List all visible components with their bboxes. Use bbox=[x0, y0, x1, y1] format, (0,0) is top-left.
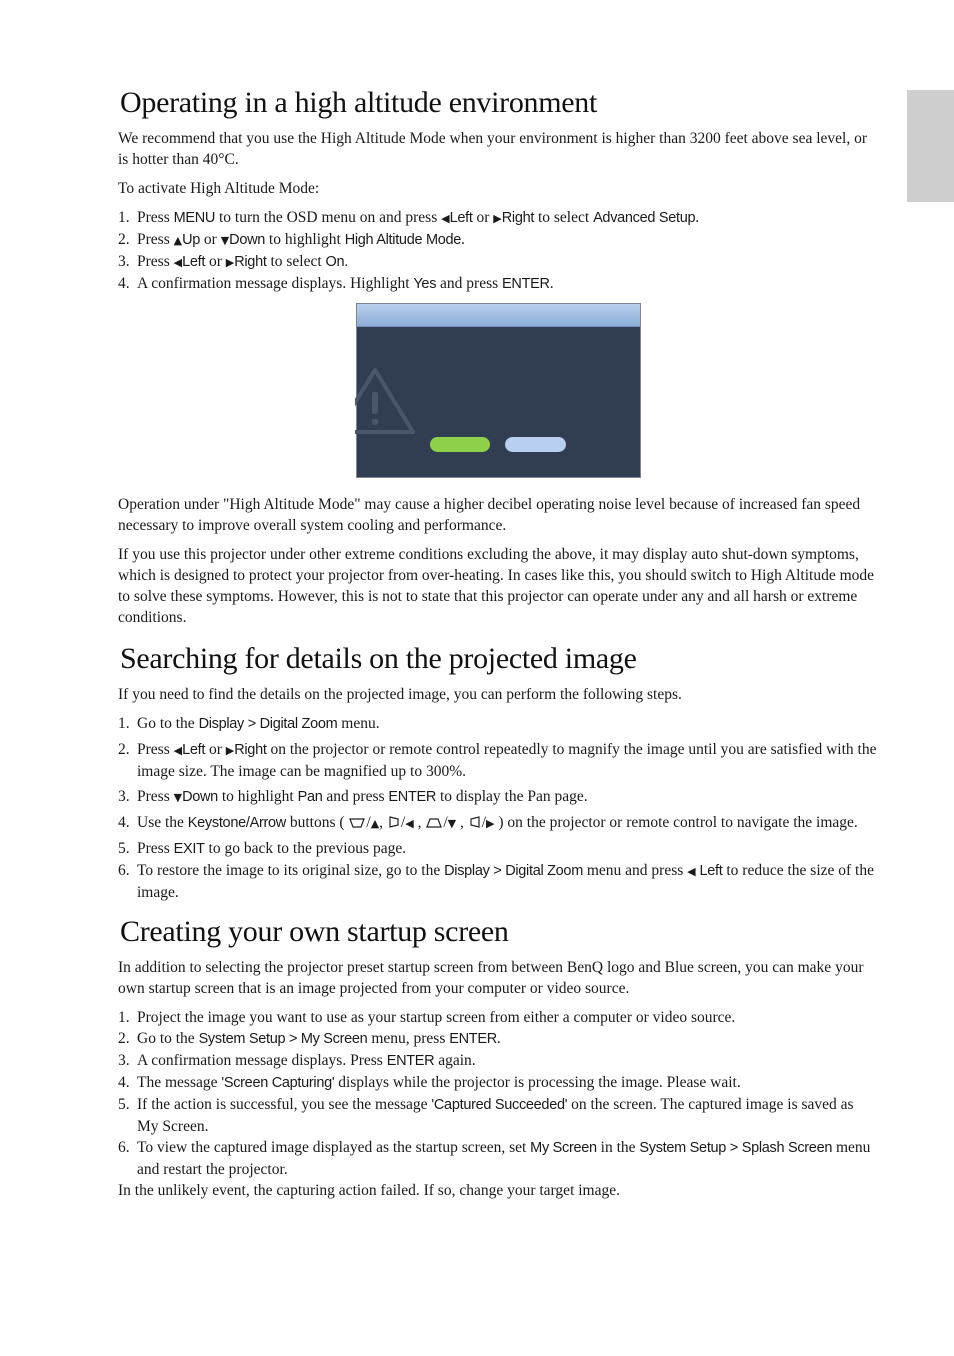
list-item: 2. Press ▲Up or ▼Down to highlight High Altitude Mode. bbox=[118, 231, 465, 248]
list-item: 1. Project the image you want to use as your startup screen from either a computer or video source. bbox=[118, 1009, 736, 1026]
menu-value: On. bbox=[325, 254, 349, 270]
menu-name: Display > Digital Zoom bbox=[198, 716, 338, 732]
left-arrow-icon: ◀ bbox=[441, 212, 450, 225]
keystone-top-icon bbox=[348, 817, 366, 829]
down-arrow-icon: ▼ bbox=[220, 234, 230, 247]
list-item: 2. Press ◀Left or ▶Right on the projector or remote control repeatedly to magnify the image until you are satisfied with the image size. The image can be magnified up to 300%. bbox=[118, 741, 877, 780]
left-arrow-icon: ◀ bbox=[405, 817, 414, 830]
paragraph: In addition to selecting the projector preset startup screen from between BenQ logo and Blue screen, you can make your own startup screen that is an image projected from your computer or video source. bbox=[118, 959, 864, 997]
paragraph: In the unlikely event, the capturing action failed. If so, change your target image. bbox=[118, 1182, 620, 1199]
page-content bbox=[118, 84, 878, 1209]
list-item: 5. Press EXIT to go back to the previous page. bbox=[118, 840, 407, 857]
left-arrow-icon: ◀ bbox=[687, 865, 696, 878]
list-item: 4. Use the Keystone/Arrow buttons ( /▲, /◀ , /▼ , /▶ ) on the projector or remote control to navigate the image. bbox=[118, 814, 858, 831]
yes-button bbox=[430, 437, 490, 452]
left-arrow-icon: ◀ bbox=[173, 744, 183, 757]
menu-name: Display > Digital Zoom bbox=[444, 863, 583, 879]
paragraph: To activate High Altitude Mode: bbox=[118, 180, 320, 197]
right-arrow-icon: ▶ bbox=[493, 212, 502, 225]
list-item: 3. Press ▼Down to highlight Pan and press ENTER to display the Pan page. bbox=[118, 788, 588, 805]
paragraph: If you use this projector under other extreme conditions excluding the above, it may display auto shut-down symptoms, which is designed to protect your projector from over-heating. In cases like this, you should switch to High Altitude mode to solve these symptoms. However, this is not to state that this projector can operate under any and all harsh or extreme conditions. bbox=[118, 546, 875, 626]
list-item: 6. To view the captured image displayed as the startup screen, set My Screen in the System Setup > Splash Screen menu and restart the projector. bbox=[118, 1139, 871, 1178]
menu-key: MENU bbox=[173, 210, 216, 226]
keystone-right-icon bbox=[468, 815, 482, 829]
list-item: 1. Go to the Display > Digital Zoom menu. bbox=[118, 715, 380, 732]
warning-icon bbox=[355, 366, 417, 436]
down-arrow-icon: ▼ bbox=[173, 791, 183, 804]
paragraph: We recommend that you use the High Altitude Mode when your environment is higher than 3200 feet above sea level, or is hotter than 40°C. bbox=[118, 130, 868, 168]
steps-list bbox=[118, 713, 878, 903]
steps-list bbox=[118, 1007, 878, 1180]
down-arrow-icon: ▼ bbox=[447, 817, 457, 830]
list-item: 3. A confirmation message displays. Press ENTER again. bbox=[118, 1052, 476, 1069]
confirmation-dialog-screenshot bbox=[356, 303, 641, 478]
menu-name: High Altitude Mode bbox=[344, 232, 462, 248]
section-heading-search-details: Searching for details on the projected image bbox=[120, 642, 637, 675]
right-arrow-icon: ▶ bbox=[486, 817, 495, 830]
left-arrow-icon: ◀ bbox=[173, 256, 183, 269]
section-heading-startup-screen: Creating your own startup screen bbox=[120, 915, 509, 948]
keystone-left-icon bbox=[387, 815, 401, 829]
menu-name: Advanced Setup bbox=[593, 210, 696, 226]
list-item: 3. Press ◀Left or ▶Right to select On. bbox=[118, 253, 349, 270]
list-item: 6. To restore the image to its original size, go to the Display > Digital Zoom menu and press ◀ Left to reduce the size of the image. bbox=[118, 862, 874, 901]
right-arrow-icon: ▶ bbox=[225, 256, 235, 269]
chapter-tab bbox=[907, 90, 954, 202]
list-item: 1. Press MENU to turn the OSD menu on and press ◀Left or ▶Right to select Advanced Setup. bbox=[118, 209, 700, 226]
paragraph: If you need to find the details on the projected image, you can perform the following steps. bbox=[118, 686, 682, 703]
no-button bbox=[505, 437, 566, 452]
right-arrow-icon: ▶ bbox=[225, 744, 235, 757]
menu-name: System Setup > My Screen bbox=[198, 1031, 368, 1047]
list-item: 4. A confirmation message displays. Highlight Yes and press ENTER. bbox=[118, 275, 554, 292]
up-arrow-icon: ▲ bbox=[173, 234, 183, 247]
list-item: 5. If the action is successful, you see the message 'Captured Succeeded' on the screen. The captured image is saved as My Screen. bbox=[118, 1096, 854, 1135]
section-heading-high-altitude: Operating in a high altitude environment bbox=[120, 86, 598, 119]
steps-list bbox=[118, 207, 878, 295]
dialog-titlebar bbox=[357, 304, 640, 327]
list-item: 4. The message 'Screen Capturing' displays while the projector is processing the image. Please wait. bbox=[118, 1074, 741, 1091]
list-item: 2. Go to the System Setup > My Screen menu, press ENTER. bbox=[118, 1030, 501, 1047]
up-arrow-icon: ▲ bbox=[370, 817, 380, 830]
menu-name: System Setup > Splash Screen bbox=[639, 1140, 833, 1156]
keystone-bottom-icon bbox=[425, 817, 443, 829]
paragraph: Operation under "High Altitude Mode" may cause a higher decibel operating noise level because of increased fan speed necessary to improve overall system cooling and performance. bbox=[118, 496, 861, 534]
